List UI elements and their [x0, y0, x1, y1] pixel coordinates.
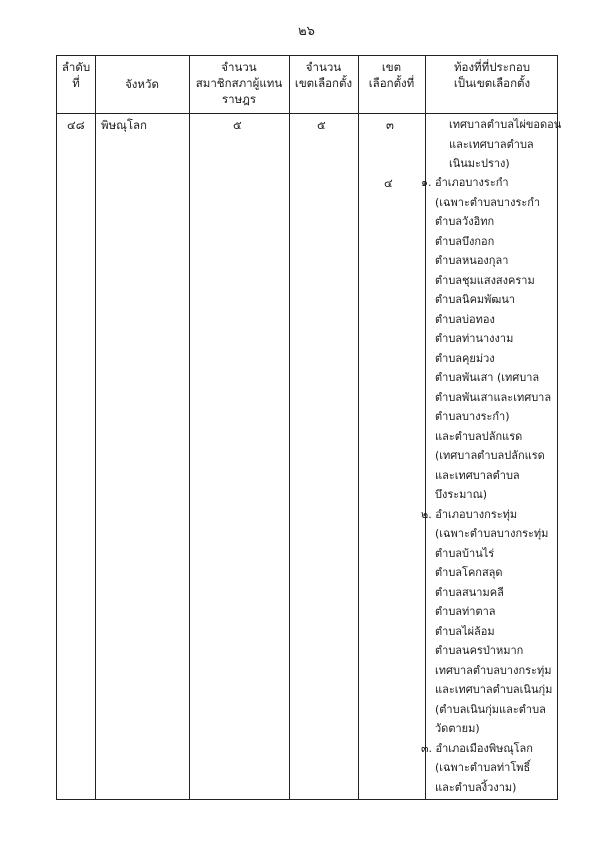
header-order: ลำดับ ที่: [61, 60, 91, 90]
area-line: ตำบลโคกสลุด: [435, 566, 503, 579]
area-line: ตำบลสนามคลี: [435, 585, 504, 599]
area-line: วัดตายม): [435, 722, 480, 735]
area-line: เทศบาลตำบลไผ่ขอดอน: [449, 118, 562, 131]
district-4-areas: [421, 175, 557, 799]
districts-table: [56, 55, 562, 800]
header-districts: จำนวน เขตเลือกตั้ง: [294, 60, 353, 90]
area-line: (เฉพาะตำบลท่าโพธิ์: [435, 761, 531, 774]
area-line: ตำบลคุยม่วง: [435, 351, 495, 365]
area-line: และเทศบาลตำบล: [449, 137, 534, 151]
header-province: จังหวัด: [125, 77, 159, 91]
header-areas: ท้องที่ที่ประกอบ เป็นเขตเลือกตั้ง: [453, 60, 531, 90]
area-line: ๒. อำเภอบางกระทุ่ม: [421, 507, 518, 521]
area-line: เนินมะปราง): [449, 157, 510, 170]
area-line: และเทศบาลตำบลเนินกุ่ม: [435, 683, 553, 696]
page-number: ๒๖: [298, 24, 315, 39]
area-line: ตำบลไผ่ล้อม: [435, 624, 495, 638]
row-members: ๕: [233, 118, 242, 132]
area-line: (เทศบาลตำบลปลักแรด: [435, 449, 545, 462]
area-line: ตำบลบางระกำ): [435, 410, 510, 423]
area-line: และเทศบาลตำบล: [435, 468, 520, 482]
row-districts: ๕: [317, 118, 326, 132]
area-line: และตำบลงิ้วงาม): [435, 780, 517, 794]
area-line: (เฉพาะตำบลบางกระทุ่ม: [435, 527, 549, 540]
area-line: เทศบาลตำบลบางกระทุ่ม: [435, 663, 552, 677]
area-line: ตำบลบึงกอก: [435, 234, 495, 248]
area-line: และตำบลปลักแรด: [435, 429, 523, 443]
area-line: ตำบลชุมแสงสงคราม: [435, 273, 535, 287]
row-district-no-2: ๔: [384, 176, 393, 190]
area-line: ตำบลนิคมพัฒนา: [435, 293, 516, 306]
area-line: ตำบลพันเสาและเทศบาล: [435, 390, 552, 404]
area-line: ตำบลท่านางงาม: [435, 332, 514, 345]
row-district-no-1: ๓: [386, 118, 394, 132]
area-line: ตำบลพันเสา (เทศบาล: [435, 371, 540, 384]
area-line: ตำบลบ้านไร่: [435, 546, 495, 560]
header-members: จำนวน สมาชิกสภาผู้แทน ราษฎร: [195, 60, 283, 106]
area-line: ๑. อำเภอบางระกำ: [421, 176, 509, 189]
area-line: (ตำบลเนินกุ่มและตำบล: [435, 702, 546, 716]
area-line: ตำบลวังอิทก: [435, 215, 495, 228]
area-line: (เฉพาะตำบลบางระกำ: [435, 195, 541, 209]
district-3-areas: [435, 117, 562, 177]
area-line: ตำบลบ่อทอง: [435, 312, 495, 326]
area-line: ตำบลท่าตาล: [435, 605, 496, 618]
area-line: ตำบลหนองกุลา: [435, 254, 509, 267]
row-order: ๔๘: [67, 118, 85, 132]
area-line: ตำบลนครป่าหมาก: [435, 644, 524, 657]
header-district-no: เขต เลือกตั้งที่: [368, 60, 415, 90]
area-line: บึงระมาณ): [435, 488, 488, 501]
row-province: พิษณุโลก: [101, 118, 148, 132]
area-line: ๓. อำเภอเมืองพิษณุโลก: [421, 741, 533, 755]
